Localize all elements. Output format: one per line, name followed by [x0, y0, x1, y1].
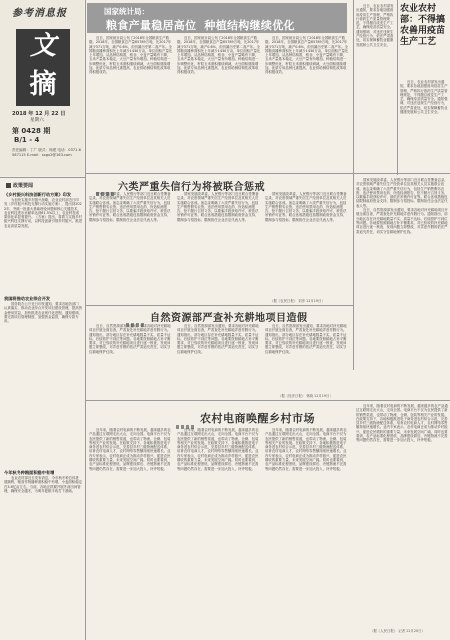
title-ornament — [96, 181, 116, 185]
column-divider — [85, 0, 86, 640]
right-lower-column: 国家发展改革委、人民银行等部门近日联合签署备忘录，对农资领域严重失信生产经营单位及其相关人员实施联合惩戒。备忘录明确了六类严重失信行为，包括生产销售假劣农资、违法使用禁用农药、伪造检测报告、拒不履行召回义务、以欺骗手段获取许可、被依法吊销许可证等。联合惩戒措施包括限制政府资金支持、限制参与招投标、限制担任企业法定代表人等。 近日，自然资源部发出通知，要求各地对补充耕地项目开展全面自查，严肃查处补充耕地弄虚作假行为。通知指出，部分地区存在补充耕地数量不实、质量不达标、后续管护不到位等问题。各地要按照耕地占补平衡要求，对已验收的补充耕地项目进行逐一核查，发现问题立即整改，对弄虚作假的依法严肃追究责任，切实守住耕地保护红线。 — [356, 178, 448, 234]
article-title: 农村电商唤醒乡村市场 — [200, 412, 315, 425]
article-body-col1: 国家发展改革委、人民银行等部门近日联合签署备忘录，对农资领域严重失信生产经营单位及其相关人员实施联合惩戒。备忘录明确了六类严重失信行为，包括生产销售假劣农资、违法使用禁用农药、伪造检测报告、拒不履行召回义务、以欺骗手段获取许可、被依法吊销许可证等。联合惩戒措施包括限制政府资金支持、限制参与招投标、限制担任企业法定代表人等。 — [89, 192, 171, 222]
title-ornament — [176, 414, 196, 418]
left-article — [4, 470, 82, 636]
right-column-body-top: 近日，农业农村部发出通知，要求各地加强兽用疫苗生产管理，严格执行兽药生产质量管理规范，不得擅自改变生产工艺，确保疫苗质量安全。通知强调，对违法违规生产经营行为，依法严肃查处，切实保障畜牧业健康发展和公共卫生安全。 — [356, 4, 394, 47]
issue-number: 第 0428 期 — [12, 127, 51, 135]
column-divider — [397, 0, 398, 175]
left-article-body: 国务院办公厅近日印发通知，要求各地各部门认真落实，推动农业综合开发项目建设管理，提高资金使用效益，加快推进农业现代化进程。通知强调，要完善项目管理制度，加强资金监管，确保专款专用。 — [4, 302, 82, 324]
article-body-col2: 近日，自然资源部发出通知，要求各地对补充耕地项目开展全面自查，严肃查处补充耕地弄虚作假行为。通知指出，部分地区存在补充耕地数量不实、质量不达标、后续管护不到位等问题。各地要按照耕地占补平衡要求，对已验收的补充耕地项目进行逐一核查，发现问题立即整改，对弄虚作假的依法严肃追究责任，切实守住耕地保护红线。 — [177, 324, 259, 354]
masthead-title-wen: 文 — [16, 29, 70, 65]
top-article-kicker: 国家统计局： — [104, 7, 149, 16]
section-divider — [86, 305, 354, 306]
article-byline: （据《农民日报》 刘彦 12月19日） — [270, 299, 325, 303]
article-body-col2: 近年来，随着农村电商的不断发展，越来越多的农产品通过互联网走出大山，走向全国。电商平台不仅为农民提供了新的销售渠道，也带动了物流、仓储、包装等相关产业的发展。在政策支持下，各地积极推进电子商务进农村综合示范，完善县乡村三级物流配送体系，培育农村电商人才，农村网络零售额持续快速增长。业内专家表示，农村电商正成为推动乡村振兴、促进农民增收的重要力量，未来发展空间广阔。同时也要看到，农产品标准化程度低、品牌建设滞后、冷链物流不完善等问题仍然存在，需要进一步加大投入，补齐短板。 — [177, 428, 259, 471]
title-ornament — [126, 312, 146, 316]
left-article-title: 今年秋冬种粮面积稳中有增 — [4, 470, 55, 475]
section-divider — [86, 400, 450, 401]
top-article-title: 粮食产量稳居高位 种植结构继续优化 — [106, 19, 295, 32]
column-divider — [353, 0, 354, 370]
left-article-body: 为加快实施乡村振兴战略，农业农村部近日印发《乡村振兴科技支撑行动实施方案》，提出到2022年，突破一批重大基础理论问题和核心关键技术，农业科技进步贡献率达到61.5%以上，农业科技成果转化率显著提升。《方案》提出，将着力实施乡村振兴科技支撑行动，以科技创新引领乡村振兴，推进农业高质量发展。 — [4, 198, 82, 228]
top-article-body-col2: 近日，国家统计局公布了2018年全国粮食生产数据。2018年，全国粮食总产量65789万吨，比2017年减少371万吨，减产0.6%，但仍属历史第二高产年。全国粮食播种面积比上年减少1430万亩，单位面积产量比上年增加。从品种结构看，稻谷、小麦产量略有下降，玉米产量基本稳定，大豆产量有所增加。种植结构进一步调整优化，籽粒玉米面积继续调减，大豆面积继续增加，优质专用品种比重提高，农业供给侧结构性改革取得积极成效。 — [177, 36, 261, 75]
left-article-body: 农业农村部近日发布消息，今年秋冬种总体进展顺利，粮食作物播种面积稳中有增，小麦面积稳定在3.6亿亩左右。当前，各地正抓紧开展冬前田间管理，确保安全越冬，为明年夏粮丰收打下基础。 — [4, 476, 82, 493]
article-body-col1: 近日，自然资源部发出通知，要求各地对补充耕地项目开展全面自查，严肃查处补充耕地弄虚作假行为。通知指出，部分地区存在补充耕地数量不实、质量不达标、后续管护不到位等问题。各地要按照耕地占补平衡要求，对已验收的补充耕地项目进行逐一核查，发现问题立即整改，对弄虚作假的依法严肃追究责任，切实守住耕地保护红线。 — [89, 324, 171, 354]
newspaper-name: 参考消息报 — [12, 8, 67, 19]
left-article-title: 我国将推动农业综合开发 — [4, 296, 51, 301]
article-body-col1: 近年来，随着农村电商的不断发展，越来越多的农产品通过互联网走出大山，走向全国。电商平台不仅为农民提供了新的销售渠道，也带动了物流、仓储、包装等相关产业的发展。在政策支持下，各地积极推进电子商务进农村综合示范，完善县乡村三级物流配送体系，培育农村电商人才，农村网络零售额持续快速增长。业内专家表示，农村电商正成为推动乡村振兴、促进农民增收的重要力量，未来发展空间广阔。同时也要看到，农产品标准化程度低、品牌建设滞后、冷链物流不完善等问题仍然存在，需要进一步加大投入，补齐短板。 — [89, 428, 171, 471]
article-title: 自然资源部严查补充耕地项目造假 — [150, 313, 308, 324]
left-article — [4, 192, 82, 294]
right-column-title: 农业农村部：不得搞农兽用疫苗生产工艺 — [400, 4, 446, 47]
article-body-col3: 近年来，随着农村电商的不断发展，越来越多的农产品通过互联网走出大山，走向全国。电商平台不仅为农民提供了新的销售渠道，也带动了物流、仓储、包装等相关产业的发展。在政策支持下，各地积极推进电子商务进农村综合示范，完善县乡村三级物流配送体系，培育农村电商人才，农村网络零售额持续快速增长。业内专家表示，农村电商正成为推动乡村振兴、促进农民增收的重要力量，未来发展空间广阔。同时也要看到，农产品标准化程度低、品牌建设滞后、冷链物流不完善等问题仍然存在，需要进一步加大投入，补齐短板。 — [265, 428, 347, 471]
article-title: 六类严重失信行为将被联合惩戒 — [118, 182, 265, 193]
issue-pages: B/1 - 4 — [14, 136, 40, 144]
right-column-body: 近日，农业农村部发出通知，要求各地加强兽用疫苗生产管理，严格执行兽药生产质量管理规范，不得擅自改变生产工艺，确保疫苗质量安全。通知强调，对违法违规生产经营行为，依法严肃查处，切实保障畜牧业健康发展和公共卫生安全。 — [400, 80, 448, 115]
article-body-col4: 近年来，随着农村电商的不断发展，越来越多的农产品通过互联网走出大山，走向全国。电商平台不仅为农民提供了新的销售渠道，也带动了物流、仓储、包装等相关产业的发展。在政策支持下，各地积极推进电子商务进农村综合示范，完善县乡村三级物流配送体系，培育农村电商人才，农村网络零售额持续快速增长。业内专家表示，农村电商正成为推动乡村振兴、促进农民增收的重要力量，未来发展空间广阔。同时也要看到，农产品标准化程度低、品牌建设滞后、冷链物流不完善等问题仍然存在，需要进一步加大投入，补齐短板。 — [356, 404, 448, 443]
masthead-info: 责任编辑：丁广 版式：杨建 电话：0371-6567115 E-mail：sxgx2@163.com — [12, 148, 81, 157]
issue-date: 2018 年 12 月 22 日 — [12, 111, 66, 117]
article-byline: （据《人民日报》 记者 12月20日） — [370, 629, 425, 633]
section-divider — [0, 177, 85, 178]
article-body-col3: 近日，自然资源部发出通知，要求各地对补充耕地项目开展全面自查，严肃查处补充耕地弄虚作假行为。通知指出，部分地区存在补充耕地数量不实、质量不达标、后续管护不到位等问题。各地要按照耕地占补平衡要求，对已验收的补充耕地项目进行逐一核查，发现问题立即整改，对弄虚作假的依法严肃追究责任，切实守住耕地保护红线。 — [265, 324, 347, 354]
left-article — [4, 296, 82, 462]
left-article-title: 《乡村振兴科技创新行动方案》印发 — [4, 192, 72, 197]
article-body-col2: 国家发展改革委、人民银行等部门近日联合签署备忘录，对农资领域严重失信生产经营单位及其相关人员实施联合惩戒。备忘录明确了六类严重失信行为，包括生产销售假劣农资、违法使用禁用农药、伪造检测报告、拒不履行召回义务、以欺骗手段获取许可、被依法吊销许可证等。联合惩戒措施包括限制政府资金支持、限制参与招投标、限制担任企业法定代表人等。 — [177, 192, 259, 222]
masthead-title-zhai: 摘 — [16, 64, 70, 106]
article-byline: （据《经济日报》 林晓 12月19日） — [278, 394, 333, 398]
article-body-col3: 国家发展改革委、人民银行等部门近日联合签署备忘录，对农资领域严重失信生产经营单位及其相关人员实施联合惩戒。备忘录明确了六类严重失信行为，包括生产销售假劣农资、违法使用禁用农药、伪造检测报告、拒不履行召回义务、以欺骗手段获取许可、被依法吊销许可证等。联合惩戒措施包括限制政府资金支持、限制参与招投标、限制担任企业法定代表人等。 — [265, 192, 347, 222]
top-article-body-col3: 近日，国家统计局公布了2018年全国粮食生产数据。2018年，全国粮食总产量65789万吨，比2017年减少371万吨，减产0.6%，但仍属历史第二高产年。全国粮食播种面积比上年减少1430万亩，单位面积产量比上年增加。从品种结构看，稻谷、小麦产量略有下降，玉米产量基本稳定，大豆产量有所增加。种植结构进一步调整优化，籽粒玉米面积继续调减，大豆面积继续增加，优质专用品种比重提高，农业供给侧结构性改革取得积极成效。 — [265, 36, 349, 75]
masthead — [0, 0, 84, 176]
issue-weekday: 星期六 — [30, 118, 44, 123]
section-divider — [86, 173, 450, 174]
top-article-body-col1: 近日，国家统计局公布了2018年全国粮食生产数据。2018年，全国粮食总产量65789万吨，比2017年减少371万吨，减产0.6%，但仍属历史第二高产年。全国粮食播种面积比上年减少1430万亩，单位面积产量比上年增加。从品种结构看，稻谷、小麦产量略有下降，玉米产量基本稳定，大豆产量有所增加。种植结构进一步调整优化，籽粒玉米面积继续调减，大豆面积继续增加，优质专用品种比重提高，农业供给侧结构性改革取得积极成效。 — [89, 36, 173, 75]
left-section-header: 政策要闻 — [6, 182, 33, 189]
